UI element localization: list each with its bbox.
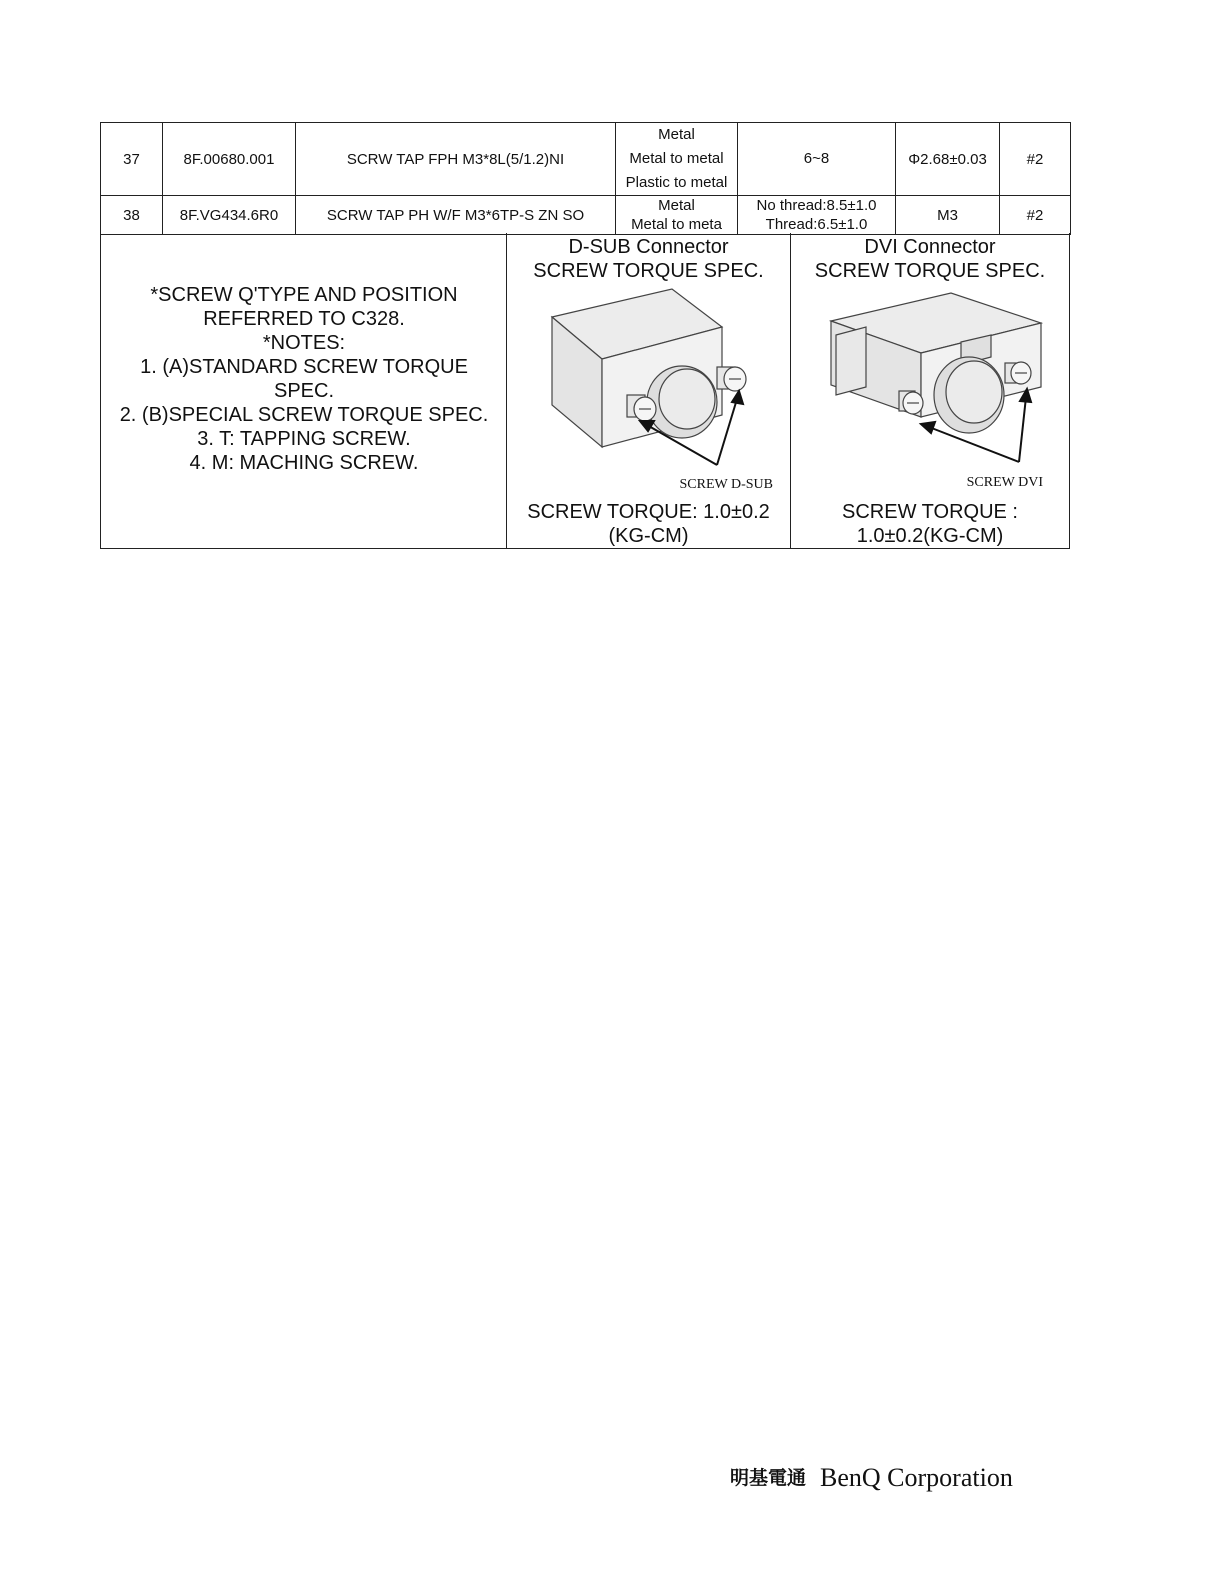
dvi-title: DVI Connector SCREW TORQUE SPEC. [814,236,1046,282]
note-line: SPEC. [273,380,335,402]
note-line: *SCREW Q'TYPE AND POSITION [150,284,458,306]
note-line: *NOTES: [262,332,346,354]
bit-cell: #2 [1000,196,1071,235]
dsub-connector-panel [507,233,791,548]
company-name: BenQ Corporation [820,1463,1013,1492]
material-line: Metal [658,197,695,214]
connector-spec-section [100,233,1070,549]
note-line: 2. (B)SPECIAL SCREW TORQUE SPEC. [119,404,489,426]
material-line: Metal [658,126,695,143]
torque-cell [738,196,896,235]
dsub-torque: SCREW TORQUE: 1.0±0.2 (KG-CM) [527,501,770,547]
table-row [101,196,1071,235]
row-number: 38 [101,196,163,235]
dsub-title: D-SUB Connector SCREW TORQUE SPEC. [533,236,764,282]
bit-cell: #2 [1000,123,1071,196]
material-line: Metal to metal [629,150,724,167]
note-line: 3. T: TAPPING SCREW. [197,428,411,450]
material-line: Metal to meta [631,216,722,233]
torque-line: No thread:8.5±1.0 [756,197,877,214]
screw-spec-table [100,122,1071,235]
company-name-chinese: 明基電通 [730,1467,807,1489]
company-footer [730,1462,1013,1496]
screw-dsub-label: SCREW D-SUB [679,477,773,492]
material-cell [616,196,738,235]
note-line: 1. (A)STANDARD SCREW TORQUE [140,356,468,378]
dsub-connector-drawing [507,287,791,492]
part-description: SCRW TAP FPH M3*8L(5/1.2)NI [296,123,616,196]
torque-line: Thread:6.5±1.0 [765,216,868,233]
note-line: REFERRED TO C328. [203,308,405,330]
row-number: 37 [101,123,163,196]
screw-dvi-label: SCREW DVI [966,475,1043,490]
part-number: 8F.00680.001 [163,123,296,196]
dvi-connector-panel [791,233,1069,548]
material-cell [616,123,738,196]
part-description: SCRW TAP PH W/F M3*6TP-S ZN SO [296,196,616,235]
torque-line: 6~8 [803,150,830,167]
dvi-connector-drawing [791,287,1069,492]
size-cell: M3 [896,196,1000,235]
dvi-torque: SCREW TORQUE : 1.0±0.2(KG-CM) [842,501,1018,547]
size-cell: Φ2.68±0.03 [896,123,1000,196]
table-row [101,123,1071,196]
note-line: 4. M: MACHING SCREW. [189,452,419,474]
part-number: 8F.VG434.6R0 [163,196,296,235]
torque-cell [738,123,896,196]
material-line: Plastic to metal [625,174,728,191]
notes-text [101,283,507,475]
notes-panel [101,233,507,548]
